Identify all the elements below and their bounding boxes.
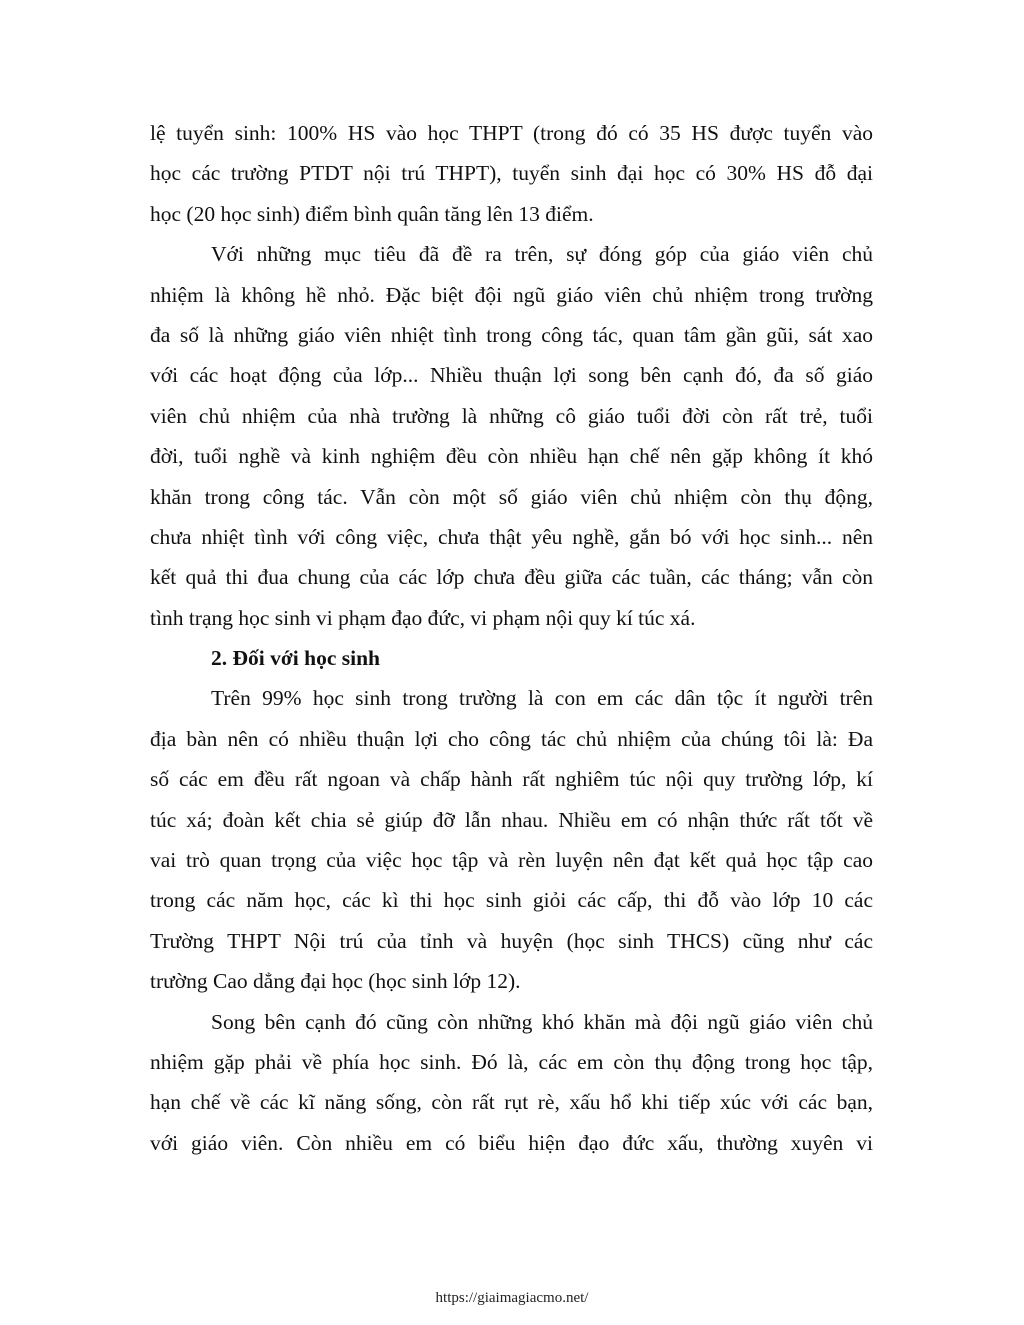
text-line: địa bàn nên có nhiều thuận lợi cho công tác chủ nhiệm của chúng tôi là: Đa	[150, 726, 873, 751]
text-line: Song bên cạnh đó cũng còn những khó khăn mà đội ngũ giáo viên chủ	[211, 1009, 873, 1034]
text-line: kết quả thi đua chung của các lớp chưa đều giữa các tuần, các tháng; vẫn còn	[150, 565, 873, 590]
text-line: lệ tuyển sinh: 100% HS vào học THPT (trong đó có 35 HS được tuyển vào	[150, 121, 873, 145]
text-line: chưa nhiệt tình với công việc, chưa thật yêu nghề, gắn bó với học sinh... nên	[150, 524, 873, 549]
footer-url: https://giaimagiacmo.net/	[435, 1290, 589, 1306]
section-heading: 2. Đối với học sinh	[211, 646, 381, 671]
text-line: khăn trong công tác. Vẫn còn một số giáo viên chủ nhiệm còn thụ động,	[150, 484, 873, 509]
text-line: túc xá; đoàn kết chia sẻ giúp đỡ lẫn nhau. Nhiều em có nhận thức rất tốt về	[150, 807, 873, 832]
text-line: vai trò quan trọng của việc học tập và rèn luyện nên đạt kết quả học tập cao	[150, 848, 873, 873]
text-line: Trên 99% học sinh trong trường là con em các dân tộc ít người trên	[211, 686, 873, 711]
text-line: trường Cao dẳng đại học (học sinh lớp 12).	[150, 969, 521, 994]
text-line: viên chủ nhiệm của nhà trường là những cô giáo tuổi đời còn rất trẻ, tuổi	[150, 403, 873, 428]
text-line: đời, tuổi nghề và kinh nghiệm đều còn nhiều hạn chế nên gặp không ít khó	[150, 444, 873, 469]
text-line: trong các năm học, các kì thi học sinh giỏi các cấp, thi đỗ vào lớp 10 các	[150, 888, 873, 913]
text-line: nhiệm là không hề nhỏ. Đặc biệt đội ngũ giáo viên chủ nhiệm trong trường	[150, 282, 873, 307]
text-line: số các em đều rất ngoan và chấp hành rất nghiêm túc nội quy trường lớp, kí	[150, 767, 873, 792]
document-body	[150, 113, 873, 1163]
text-line: với các hoạt động của lớp... Nhiều thuận lợi song bên cạnh đó, đa số giáo	[150, 363, 873, 388]
text-line: Trường THPT Nội trú của tỉnh và huyện (học sinh THCS) cũng như các	[150, 928, 873, 953]
text-line: học (20 học sinh) điểm bình quân tăng lên 13 điểm.	[150, 201, 594, 226]
text-line: với giáo viên. Còn nhiều em có biểu hiện đạo đức xấu, thường xuyên vi	[150, 1130, 873, 1155]
text-line: Với những mục tiêu đã đề ra trên, sự đóng góp của giáo viên chủ	[211, 242, 873, 267]
text-line: đa số là những giáo viên nhiệt tình trong công tác, quan tâm gần gũi, sát xao	[150, 322, 873, 347]
text-line: hạn chế về các kĩ năng sống, còn rất rụt rè, xấu hổ khi tiếp xúc với các bạn,	[150, 1090, 873, 1115]
text-line: nhiệm gặp phải về phía học sinh. Đó là, các em còn thụ động trong học tập,	[150, 1049, 873, 1074]
text-line: tình trạng học sinh vi phạm đạo đức, vi phạm nội quy kí túc xá.	[150, 605, 696, 630]
text-line: học các trường PTDT nội trú THPT), tuyển sinh đại học có 30% HS đỗ đại	[150, 161, 873, 186]
